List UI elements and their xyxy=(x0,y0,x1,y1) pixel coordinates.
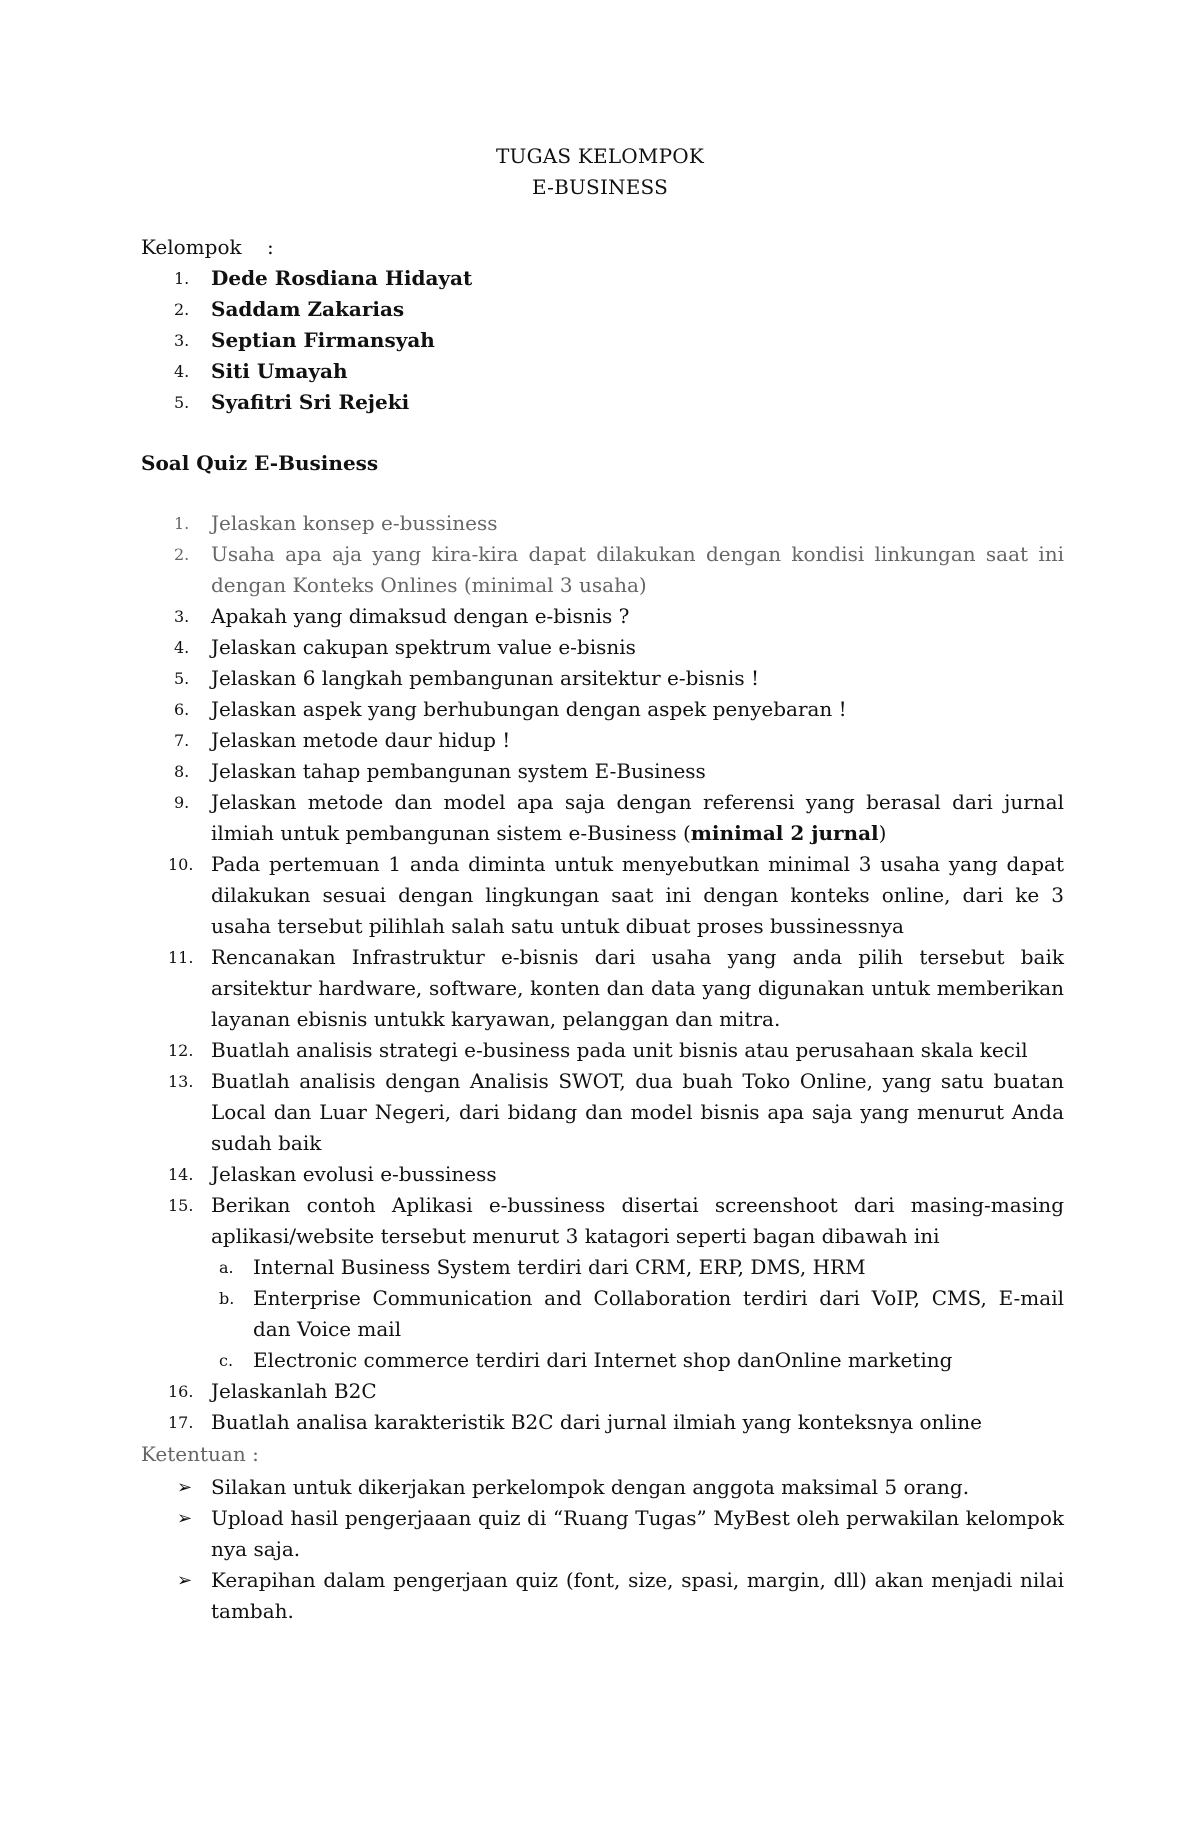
question-text: Jelaskan tahap pembangunan system E-Business xyxy=(211,759,706,783)
question-item xyxy=(141,1035,1064,1066)
question-item xyxy=(141,508,1064,539)
kelompok-colon: : xyxy=(267,235,274,259)
sub-letter: b. xyxy=(219,1289,235,1308)
question-text: Jelaskan aspek yang berhubungan dengan aspek penyebaran ! xyxy=(211,697,847,721)
question-item xyxy=(141,1376,1064,1407)
question-number: 4. xyxy=(174,638,190,657)
question-item xyxy=(141,849,1064,942)
member-number: 1. xyxy=(174,269,190,288)
question-item xyxy=(141,1066,1064,1159)
member-number: 5. xyxy=(174,393,190,412)
question-item xyxy=(141,756,1064,787)
question-number: 17. xyxy=(168,1413,194,1432)
question-item xyxy=(141,632,1064,663)
question-list xyxy=(141,508,1064,1438)
member-name: Saddam Zakarias xyxy=(211,297,405,321)
question-text: Buatlah analisis dengan Analisis SWOT, dua buah Toko Online, yang satu buatan Local dan Luar Negeri, dari bidang dan model bisnis apa saja yang menurut Anda sudah baik xyxy=(211,1069,1064,1155)
question-text: Buatlah analisa karakteristik B2C dari jurnal ilmiah yang konteksnya online xyxy=(211,1410,982,1434)
sub-letter: a. xyxy=(219,1258,234,1277)
question-number: 2. xyxy=(174,545,190,564)
question-text: Jelaskan evolusi e-bussiness xyxy=(211,1162,497,1186)
member-name: Syafitri Sri Rejeki xyxy=(211,390,410,414)
rules-list xyxy=(141,1472,1064,1627)
question-item xyxy=(141,787,1064,849)
member-number: 4. xyxy=(174,362,190,381)
question-number: 9. xyxy=(174,793,190,812)
question-text: Usaha apa aja yang kira-kira dapat dilakukan dengan kondisi linkungan saat ini dengan Konteks Onlines (minimal 3 usaha) xyxy=(211,542,1064,597)
document-title: TUGAS KELOMPOK xyxy=(496,144,704,168)
question-number: 10. xyxy=(168,855,194,874)
sub-item xyxy=(211,1283,1064,1345)
question-item xyxy=(141,1159,1064,1190)
question-text: Rencanakan Infrastruktur e-bisnis dari usaha yang anda pilih tersebut baik arsitektur hardware, software, konten dan data yang digunakan untuk memberikan layanan ebisnis untukk karyawan, pelanggan dan mitra. xyxy=(211,945,1064,1031)
question-number: 16. xyxy=(168,1382,194,1401)
question-item xyxy=(141,539,1064,601)
question-number: 8. xyxy=(174,762,190,781)
sub-text: Enterprise Communication and Collaboration terdiri dari VoIP, CMS, E-mail dan Voice mail xyxy=(253,1286,1064,1341)
question-item xyxy=(141,942,1064,1035)
question-text: Pada pertemuan 1 anda diminta untuk menyebutkan minimal 3 usaha yang dapat dilakukan sesuai dengan lingkungan saat ini dengan konteks online, dari ke 3 usaha tersebut pilihlah salah satu untuk dibuat proses bussinessnya xyxy=(211,852,1064,938)
question-item xyxy=(141,1190,1064,1376)
sub-text: Internal Business System terdiri dari CRM, ERP, DMS, HRM xyxy=(253,1255,866,1279)
kelompok-label: Kelompok xyxy=(141,235,242,259)
question-text-after: ) xyxy=(878,821,887,845)
question-text: Jelaskan 6 langkah pembangunan arsitektur e-bisnis ! xyxy=(211,666,759,690)
question-number: 7. xyxy=(174,731,190,750)
ketentuan-title: Ketentuan : xyxy=(141,1442,259,1466)
rule-item xyxy=(141,1472,1064,1503)
question-text: Apakah yang dimaksud dengan e-bisnis ? xyxy=(211,604,630,628)
document-subtitle: E-BUSINESS xyxy=(531,175,669,199)
member-item xyxy=(141,297,472,328)
question-number: 11. xyxy=(168,948,194,967)
sub-letter: c. xyxy=(219,1351,234,1370)
sub-item xyxy=(211,1252,1064,1283)
question-item xyxy=(141,725,1064,756)
sub-item xyxy=(211,1345,1064,1376)
question-text: Jelaskan konsep e-bussiness xyxy=(211,511,498,535)
member-number: 3. xyxy=(174,331,190,350)
question-number: 1. xyxy=(174,514,190,533)
member-item xyxy=(141,328,472,359)
question-text-before: Jelaskan metode dan model apa saja dengan referensi yang berasal dari jurnal ilmiah untuk pembangunan sistem e-Business ( xyxy=(211,790,1064,845)
arrow-bullet-icon: ➢ xyxy=(177,1508,193,1529)
question-number: 14. xyxy=(168,1165,194,1184)
member-number: 2. xyxy=(174,300,190,319)
member-item xyxy=(141,266,472,297)
question-text-bold: minimal 2 jurnal xyxy=(690,821,879,845)
sub-list xyxy=(211,1252,1064,1376)
member-name: Siti Umayah xyxy=(211,359,348,383)
question-number: 6. xyxy=(174,700,190,719)
question-number: 15. xyxy=(168,1196,194,1215)
rule-text: Upload hasil pengerjaaan quiz di “Ruang Tugas” MyBest oleh perwakilan kelompok nya saja. xyxy=(211,1506,1064,1561)
question-number: 3. xyxy=(174,607,190,626)
rule-item xyxy=(141,1565,1064,1627)
member-item xyxy=(141,390,472,421)
arrow-bullet-icon: ➢ xyxy=(177,1477,193,1498)
question-item xyxy=(141,663,1064,694)
arrow-bullet-icon: ➢ xyxy=(177,1570,193,1591)
question-number: 13. xyxy=(168,1072,194,1091)
question-number: 12. xyxy=(168,1041,194,1060)
kelompok-label-row xyxy=(141,235,274,259)
quiz-section-title: Soal Quiz E-Business xyxy=(141,451,379,475)
question-item xyxy=(141,601,1064,632)
question-text: Jelaskan metode daur hidup ! xyxy=(211,728,511,752)
rule-item xyxy=(141,1503,1064,1565)
question-text: Buatlah analisis strategi e-business pada unit bisnis atau perusahaan skala kecil xyxy=(211,1038,1028,1062)
member-name: Dede Rosdiana Hidayat xyxy=(211,266,473,290)
question-item xyxy=(141,1407,1064,1438)
question-item xyxy=(141,694,1064,725)
member-name: Septian Firmansyah xyxy=(211,328,435,352)
sub-text: Electronic commerce terdiri dari Internet shop danOnline marketing xyxy=(253,1348,953,1372)
rule-text: Silakan untuk dikerjakan perkelompok dengan anggota maksimal 5 orang. xyxy=(211,1475,970,1499)
rule-text: Kerapihan dalam pengerjaan quiz (font, size, spasi, margin, dll) akan menjadi nilai tambah. xyxy=(211,1568,1064,1623)
member-list xyxy=(141,266,472,421)
question-text: Berikan contoh Aplikasi e-bussiness disertai screenshoot dari masing-masing aplikasi/website tersebut menurut 3 katagori seperti bagan dibawah ini xyxy=(211,1193,1064,1248)
member-item xyxy=(141,359,472,390)
question-number: 5. xyxy=(174,669,190,688)
question-text: Jelaskan cakupan spektrum value e-bisnis xyxy=(211,635,636,659)
question-text: Jelaskanlah B2C xyxy=(211,1379,377,1403)
